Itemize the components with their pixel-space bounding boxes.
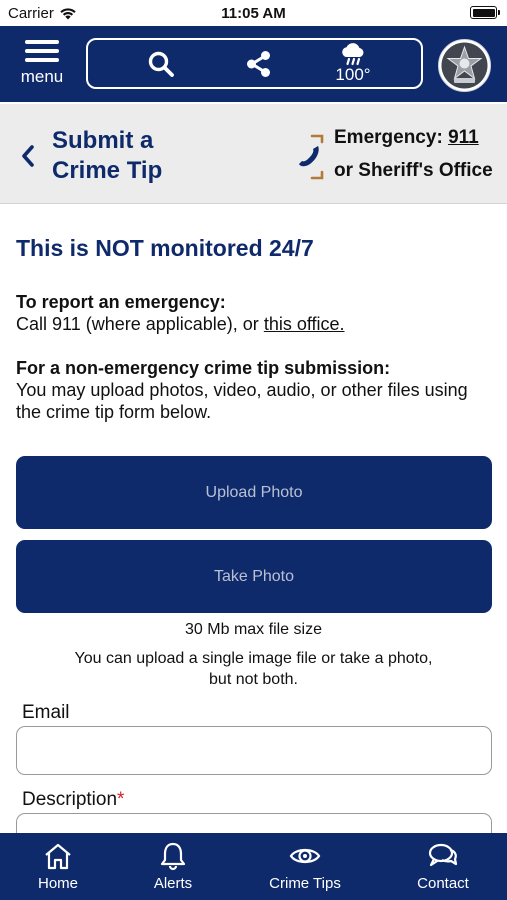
carrier-label: Carrier (8, 5, 54, 22)
search-icon (147, 50, 175, 78)
single-file-note: You can upload a single image file or take a photo, but not both. (74, 650, 433, 688)
search-button[interactable] (138, 40, 184, 87)
emergency-alt: or Sheriff's Office (334, 160, 493, 181)
emergency-instructions (16, 291, 345, 335)
menu-label: menu (20, 67, 64, 86)
page-title: Submit a Crime Tip (52, 127, 163, 184)
emergency-label: Emergency: (334, 127, 443, 148)
eye-icon (288, 841, 322, 871)
email-field[interactable] (16, 726, 492, 775)
max-file-size-note: 30 Mb max file size (185, 621, 322, 638)
tab-alerts-label: Alerts (153, 875, 193, 892)
home-icon (41, 841, 75, 871)
description-label (22, 789, 124, 811)
page-header (0, 104, 507, 204)
take-photo-button[interactable]: Take Photo (16, 540, 492, 613)
nonemergency-instructions (16, 357, 486, 423)
tab-contact-label: Contact (417, 875, 469, 892)
email-label: Email (22, 702, 70, 723)
monitoring-notice: This is NOT monitored 24/7 (16, 235, 314, 261)
emergency-heading: To report an emergency: (16, 292, 226, 312)
toolbar-group (86, 38, 423, 89)
tab-alerts[interactable] (143, 841, 203, 893)
bottom-tab-bar (0, 833, 507, 900)
weather-button[interactable] (323, 40, 383, 87)
description-label-text: Description (22, 789, 118, 810)
tab-home[interactable] (28, 841, 88, 893)
emergency-text: Call 911 (where applicable), or (16, 314, 259, 334)
required-marker: * (117, 789, 125, 810)
share-button[interactable] (236, 40, 282, 87)
tab-contact[interactable] (408, 841, 478, 893)
status-time: 11:05 AM (221, 5, 286, 22)
emergency-line (334, 127, 479, 149)
tab-crime-tips-label: Crime Tips (269, 875, 341, 892)
tab-crime-tips[interactable] (255, 841, 355, 893)
description-field[interactable] (16, 813, 492, 833)
tab-home-label: Home (37, 875, 78, 892)
weather-temperature: 100° (335, 64, 371, 84)
sheriff-badge-logo[interactable] (437, 38, 492, 93)
upload-photo-button[interactable]: Upload Photo (16, 456, 492, 529)
chevron-left-icon (20, 144, 36, 168)
share-icon (245, 50, 273, 78)
nonemergency-text: You may upload photos, video, audio, or other files using the crime tip form below. (16, 380, 468, 422)
emergency-number-link[interactable]: 911 (448, 127, 479, 148)
rain-cloud-icon (339, 43, 367, 67)
battery-icon (470, 6, 497, 19)
hamburger-icon (25, 40, 59, 62)
nonemergency-heading: For a non-emergency crime tip submission: (16, 358, 391, 378)
bell-icon (156, 841, 190, 871)
top-nav (0, 26, 507, 102)
menu-button[interactable] (12, 38, 72, 94)
chat-bubbles-icon (426, 841, 460, 871)
this-office-link[interactable]: this office. (263, 314, 345, 334)
tip-form (0, 205, 507, 833)
status-bar (0, 0, 507, 26)
back-button[interactable] (20, 126, 172, 186)
phone-icon (296, 128, 326, 184)
